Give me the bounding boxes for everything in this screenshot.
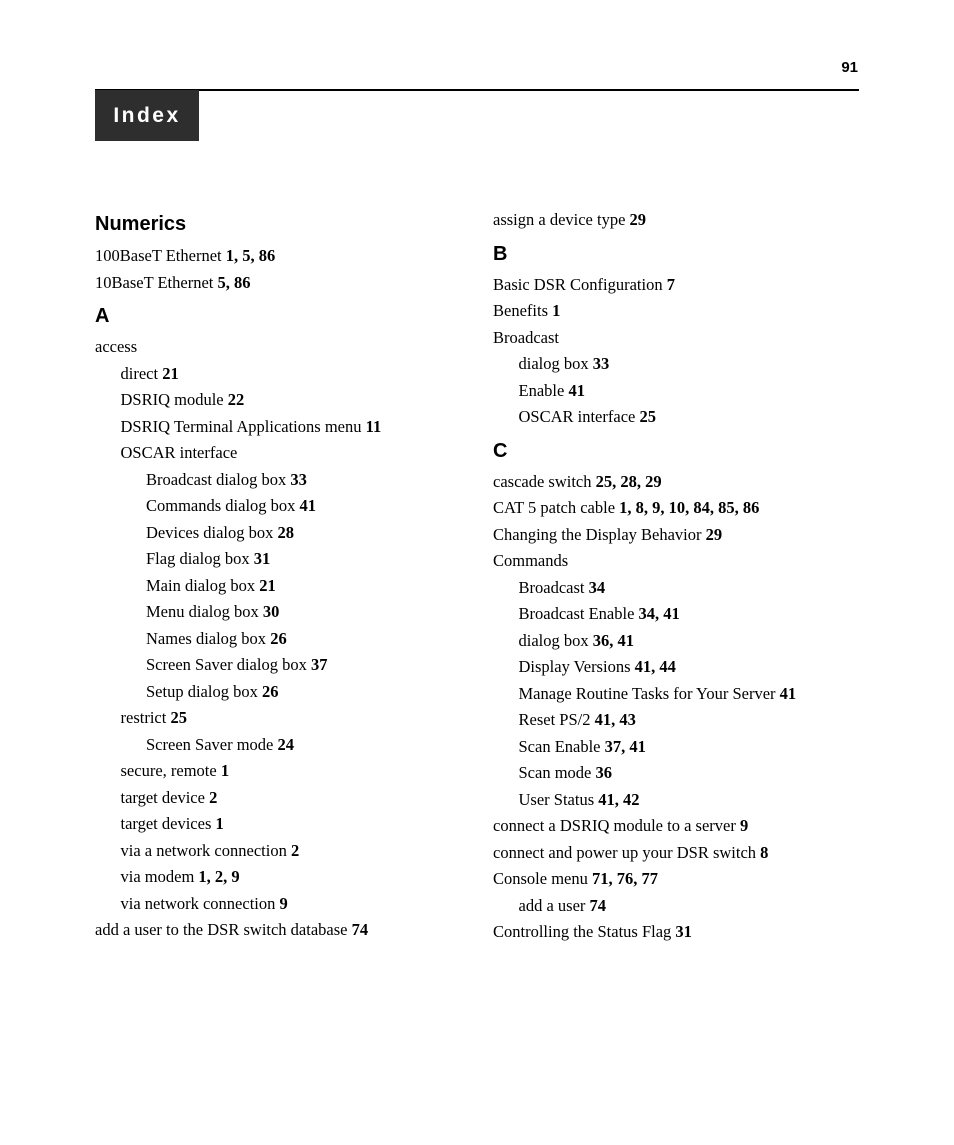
index-entry xyxy=(95,270,485,297)
index-page-refs: 1, 8, 9, 10, 84, 85, 86 xyxy=(619,498,760,517)
index-term: Main dialog box xyxy=(146,575,256,595)
index-term: add a user xyxy=(518,895,586,915)
index-term: secure, remote xyxy=(120,761,217,780)
index-entry xyxy=(95,679,485,706)
index-entry xyxy=(493,866,873,893)
index-page-refs: 33 xyxy=(290,469,307,489)
index-page-refs: 9 xyxy=(739,816,749,835)
index-page-refs: 41, 42 xyxy=(598,789,640,809)
index-page-refs: 31 xyxy=(253,549,271,568)
index-entry xyxy=(493,893,873,920)
index-page-refs: 1 xyxy=(220,761,230,780)
page-number: 91 xyxy=(841,59,858,76)
index-entry xyxy=(95,387,485,414)
index-page-refs: 41, 43 xyxy=(594,710,636,729)
index-entry xyxy=(493,272,873,299)
index-page-refs: 26 xyxy=(270,628,287,648)
index-entry xyxy=(493,495,873,522)
index-entry xyxy=(95,626,485,653)
index-page-refs: 31 xyxy=(675,922,692,941)
index-page-refs: 71, 76, 77 xyxy=(592,869,658,888)
index-entry xyxy=(95,891,485,918)
index-entry xyxy=(493,654,873,681)
index-page-refs: 1, 5, 86 xyxy=(225,246,276,265)
index-page-refs: 29 xyxy=(705,524,723,544)
index-term: Setup dialog box xyxy=(146,681,258,701)
index-page-refs: 1, 2, 9 xyxy=(198,867,240,886)
index-page-refs: 74 xyxy=(351,920,369,939)
index-entry xyxy=(493,575,873,602)
index-page-refs: 74 xyxy=(589,895,607,915)
index-page-refs: 41 xyxy=(779,683,797,703)
index-term: Broadcast dialog box xyxy=(146,469,287,489)
index-page-refs: 30 xyxy=(262,602,280,621)
index-page-refs: 33 xyxy=(592,354,610,373)
index-entry xyxy=(95,243,485,270)
index-page-refs: 24 xyxy=(277,734,294,754)
index-term: Display Versions xyxy=(518,657,631,676)
index-entry xyxy=(95,440,485,467)
index-page-refs: 5, 86 xyxy=(217,272,251,292)
index-page-refs: 2 xyxy=(209,787,218,807)
index-term: access xyxy=(95,337,138,356)
index-entry xyxy=(95,361,485,388)
index-term: Names dialog box xyxy=(146,628,267,648)
index-page-refs: 26 xyxy=(261,681,279,701)
index-page-refs: 11 xyxy=(365,416,382,436)
index-page-refs: 21 xyxy=(162,363,179,383)
index-term: OSCAR interface xyxy=(518,407,636,426)
index-term: Commands xyxy=(493,551,569,570)
index-page-refs: 34 xyxy=(588,577,606,597)
index-entry xyxy=(95,467,485,494)
index-section-heading: A xyxy=(95,305,110,327)
index-entry xyxy=(493,404,873,431)
index-entry xyxy=(493,298,873,325)
index-page-refs: 7 xyxy=(666,274,675,294)
index-entry xyxy=(493,325,873,352)
index-term: CAT 5 patch cable xyxy=(493,498,616,517)
index-term: cascade switch xyxy=(493,471,592,491)
index-page-refs: 25 xyxy=(639,407,656,426)
index-section-heading: C xyxy=(493,439,508,462)
index-term: Menu dialog box xyxy=(146,602,259,621)
index-page-refs: 36, 41 xyxy=(592,630,634,650)
index-term: Commands dialog box xyxy=(146,496,296,515)
index-entry xyxy=(95,785,485,812)
index-term: Screen Saver dialog box xyxy=(146,655,307,674)
index-term: Basic DSR Configuration xyxy=(493,274,663,294)
index-term: Console menu xyxy=(493,869,588,888)
index-entry xyxy=(95,493,485,520)
index-section-heading: Numerics xyxy=(95,213,187,235)
index-term: via network connection xyxy=(120,893,276,913)
index-term: Broadcast xyxy=(493,327,559,347)
index-entry xyxy=(493,734,873,761)
index-entry xyxy=(493,207,873,234)
index-section-heading: B xyxy=(493,242,508,265)
index-entry xyxy=(95,520,485,547)
index-page-refs: 25, 28, 29 xyxy=(595,471,662,491)
index-page-refs: 22 xyxy=(227,390,245,409)
index-entry xyxy=(95,414,485,441)
index-entry xyxy=(493,628,873,655)
index-column-left xyxy=(95,207,485,944)
index-entry xyxy=(493,787,873,814)
index-entry xyxy=(493,760,873,787)
index-entry xyxy=(493,378,873,405)
index-term: Changing the Display Behavior xyxy=(493,524,702,544)
index-term: dialog box xyxy=(518,630,589,650)
index-entry xyxy=(493,840,873,867)
index-term: via a network connection xyxy=(120,840,287,860)
index-entry xyxy=(95,705,485,732)
index-term: Broadcast Enable xyxy=(518,604,635,623)
index-term: target device xyxy=(120,787,205,807)
index-term: restrict xyxy=(120,708,167,727)
index-term: Scan Enable xyxy=(518,736,601,756)
index-page-refs: 36 xyxy=(595,763,612,782)
index-entry xyxy=(95,546,485,573)
index-term: Scan mode xyxy=(518,763,592,782)
index-term: dialog box xyxy=(518,354,589,373)
index-entry xyxy=(493,522,873,549)
index-term: Controlling the Status Flag xyxy=(493,922,672,941)
index-page-refs: 41, 44 xyxy=(634,657,676,676)
index-term: OSCAR interface xyxy=(120,443,238,462)
index-entry xyxy=(493,681,873,708)
index-entry xyxy=(95,838,485,865)
header-rule xyxy=(95,89,859,91)
index-entry xyxy=(95,732,485,759)
index-entry xyxy=(95,811,485,838)
index-entry xyxy=(493,469,873,496)
index-term: Enable xyxy=(518,380,565,400)
index-page-refs: 29 xyxy=(629,210,647,229)
index-column-right xyxy=(493,207,873,946)
index-term: connect a DSRIQ module to a server xyxy=(493,816,736,835)
index-entry xyxy=(95,864,485,891)
index-term: add a user to the DSR switch database xyxy=(95,920,348,939)
index-term: Flag dialog box xyxy=(146,549,250,568)
index-entry xyxy=(95,334,485,361)
index-entry xyxy=(493,351,873,378)
index-entry xyxy=(493,707,873,734)
index-page-refs: 21 xyxy=(259,575,276,595)
index-term: Benefits xyxy=(493,301,548,320)
index-page-refs: 2 xyxy=(290,840,300,860)
index-page-refs: 41 xyxy=(568,380,585,400)
index-term: 10BaseT Ethernet xyxy=(95,272,214,292)
index-term: Reset PS/2 xyxy=(518,710,591,729)
index-page-refs: 1 xyxy=(215,814,224,833)
index-entry xyxy=(493,548,873,575)
index-page-refs: 25 xyxy=(170,708,187,727)
index-term: target devices xyxy=(120,814,212,833)
index-term: direct xyxy=(120,363,159,383)
index-page-refs: 34, 41 xyxy=(638,604,680,623)
index-page-refs: 37 xyxy=(310,655,328,674)
section-tab: Index xyxy=(95,90,199,141)
index-term: DSRIQ Terminal Applications menu xyxy=(120,416,362,436)
index-entry xyxy=(95,917,485,944)
index-page-refs: 28 xyxy=(277,522,295,542)
index-page-refs: 41 xyxy=(299,496,317,515)
index-page-refs: 1 xyxy=(552,301,561,320)
index-term: assign a device type xyxy=(493,210,626,229)
index-entry xyxy=(493,813,873,840)
index-page-refs: 8 xyxy=(760,842,769,862)
index-term: DSRIQ module xyxy=(120,390,224,409)
index-entry xyxy=(493,601,873,628)
index-entry xyxy=(95,758,485,785)
index-term: connect and power up your DSR switch xyxy=(493,842,757,862)
index-term: Broadcast xyxy=(518,577,585,597)
index-term: Devices dialog box xyxy=(146,522,274,542)
index-entry xyxy=(493,919,873,946)
index-term: Screen Saver mode xyxy=(146,734,274,754)
index-term: Manage Routine Tasks for Your Server xyxy=(518,683,776,703)
index-entry xyxy=(95,573,485,600)
index-term: User Status xyxy=(518,789,595,809)
index-term: 100BaseT Ethernet xyxy=(95,246,222,265)
index-entry xyxy=(95,599,485,626)
index-term: via modem xyxy=(120,867,195,886)
index-entry xyxy=(95,652,485,679)
index-page-refs: 37, 41 xyxy=(604,736,646,756)
index-page-refs: 9 xyxy=(279,893,288,913)
